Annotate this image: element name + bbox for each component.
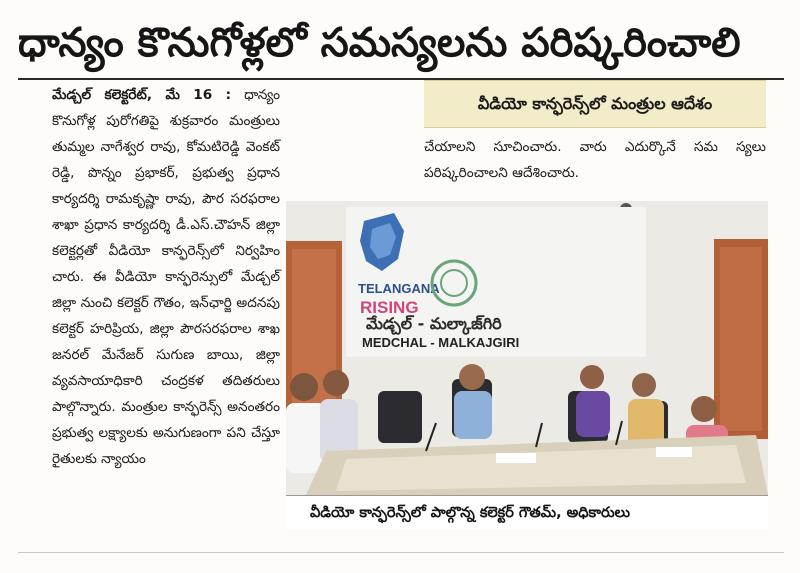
- headline: ధాన్యం కొనుగోళ్లలో సమస్యలను పరిష్కరించాలి: [18, 20, 741, 66]
- body-text-right: చేయాలని సూచించారు. వారు ఎదుర్కొనే సమ స్యలు పరిష్కరించాలని ఆదేశించారు.: [424, 139, 766, 181]
- person-official: [323, 370, 349, 396]
- person-official: [632, 373, 656, 397]
- person-official: [580, 365, 604, 389]
- article-paragraph: [52, 82, 280, 472]
- chair: [378, 391, 422, 443]
- bottom-rule: [18, 552, 784, 553]
- article-body-left-column: [52, 82, 280, 534]
- person-collector: [459, 364, 485, 390]
- subheadline: వీడియో కాన్ఫరెన్స్‌లో మంత్రుల ఆదేశం: [424, 80, 766, 128]
- person-official: [290, 373, 318, 401]
- person-official: [691, 396, 717, 422]
- article-body-right-column: [424, 134, 766, 194]
- backdrop-logo-line1: TELANGANA: [358, 281, 440, 296]
- backdrop-district-english: MEDCHAL - MALKAJGIRI: [362, 335, 520, 350]
- backdrop-logo-line2: RISING: [360, 298, 419, 317]
- news-photo: [286, 201, 768, 495]
- photo-caption: వీడియో కాన్ఫరెన్స్‌లో పాల్గొన్న కలెక్టర్ గౌతమ్, అధికారులు: [286, 495, 768, 529]
- backdrop-district-telugu: మేడ్చల్ - మల్కాజ్‌గిరి: [366, 314, 502, 333]
- dateline: మేడ్చల్ కలెక్టరేట్, మే 16 :: [52, 87, 232, 103]
- body-text-left: ధాన్యం కొనుగోళ్ల పురోగతిపై శుక్రవారం మంత్రులు తుమ్మల నాగేశ్వర రావు, కోమటిరెడ్డి వెంకట్ రెడ్డి, పొన్నం ప్రభాకర్, ప్రభుత్వ ప్రధాన కార్యదర్శి రామకృష్ణా రావు, పౌర సరఫరాల శాఖా ప్రధాన కార్యదర్శి డీ.ఎస్.చౌహన్ జిల్లా కలెక్టర్లతో వీడియో కాన్ఫరెన్స్‌లో నిర్వహిం చారు. ఈ వీడియో కాన్ఫరెన్సులో మేడ్చల్ జిల్లా నుంచి కలెక్టర్ గౌతం, ఇన్‌ఛార్జి అదనపు కలెక్టర్ హరిప్రియ, జిల్లా పౌరసరఫరాల శాఖ జనరల్ మేనేజర్ సుగుణ బాయి, జిల్లా వ్యవసాయాధికారి చంద్రకళ తదితరులు పాల్గొన్నారు. మంత్రుల కాన్ఫరెన్స్ అనంతరం ప్రభుత్వ లక్ష్యాలకు అనుగుణంగా పని చేస్తూ రైతులకు న్యాయం: [52, 87, 280, 467]
